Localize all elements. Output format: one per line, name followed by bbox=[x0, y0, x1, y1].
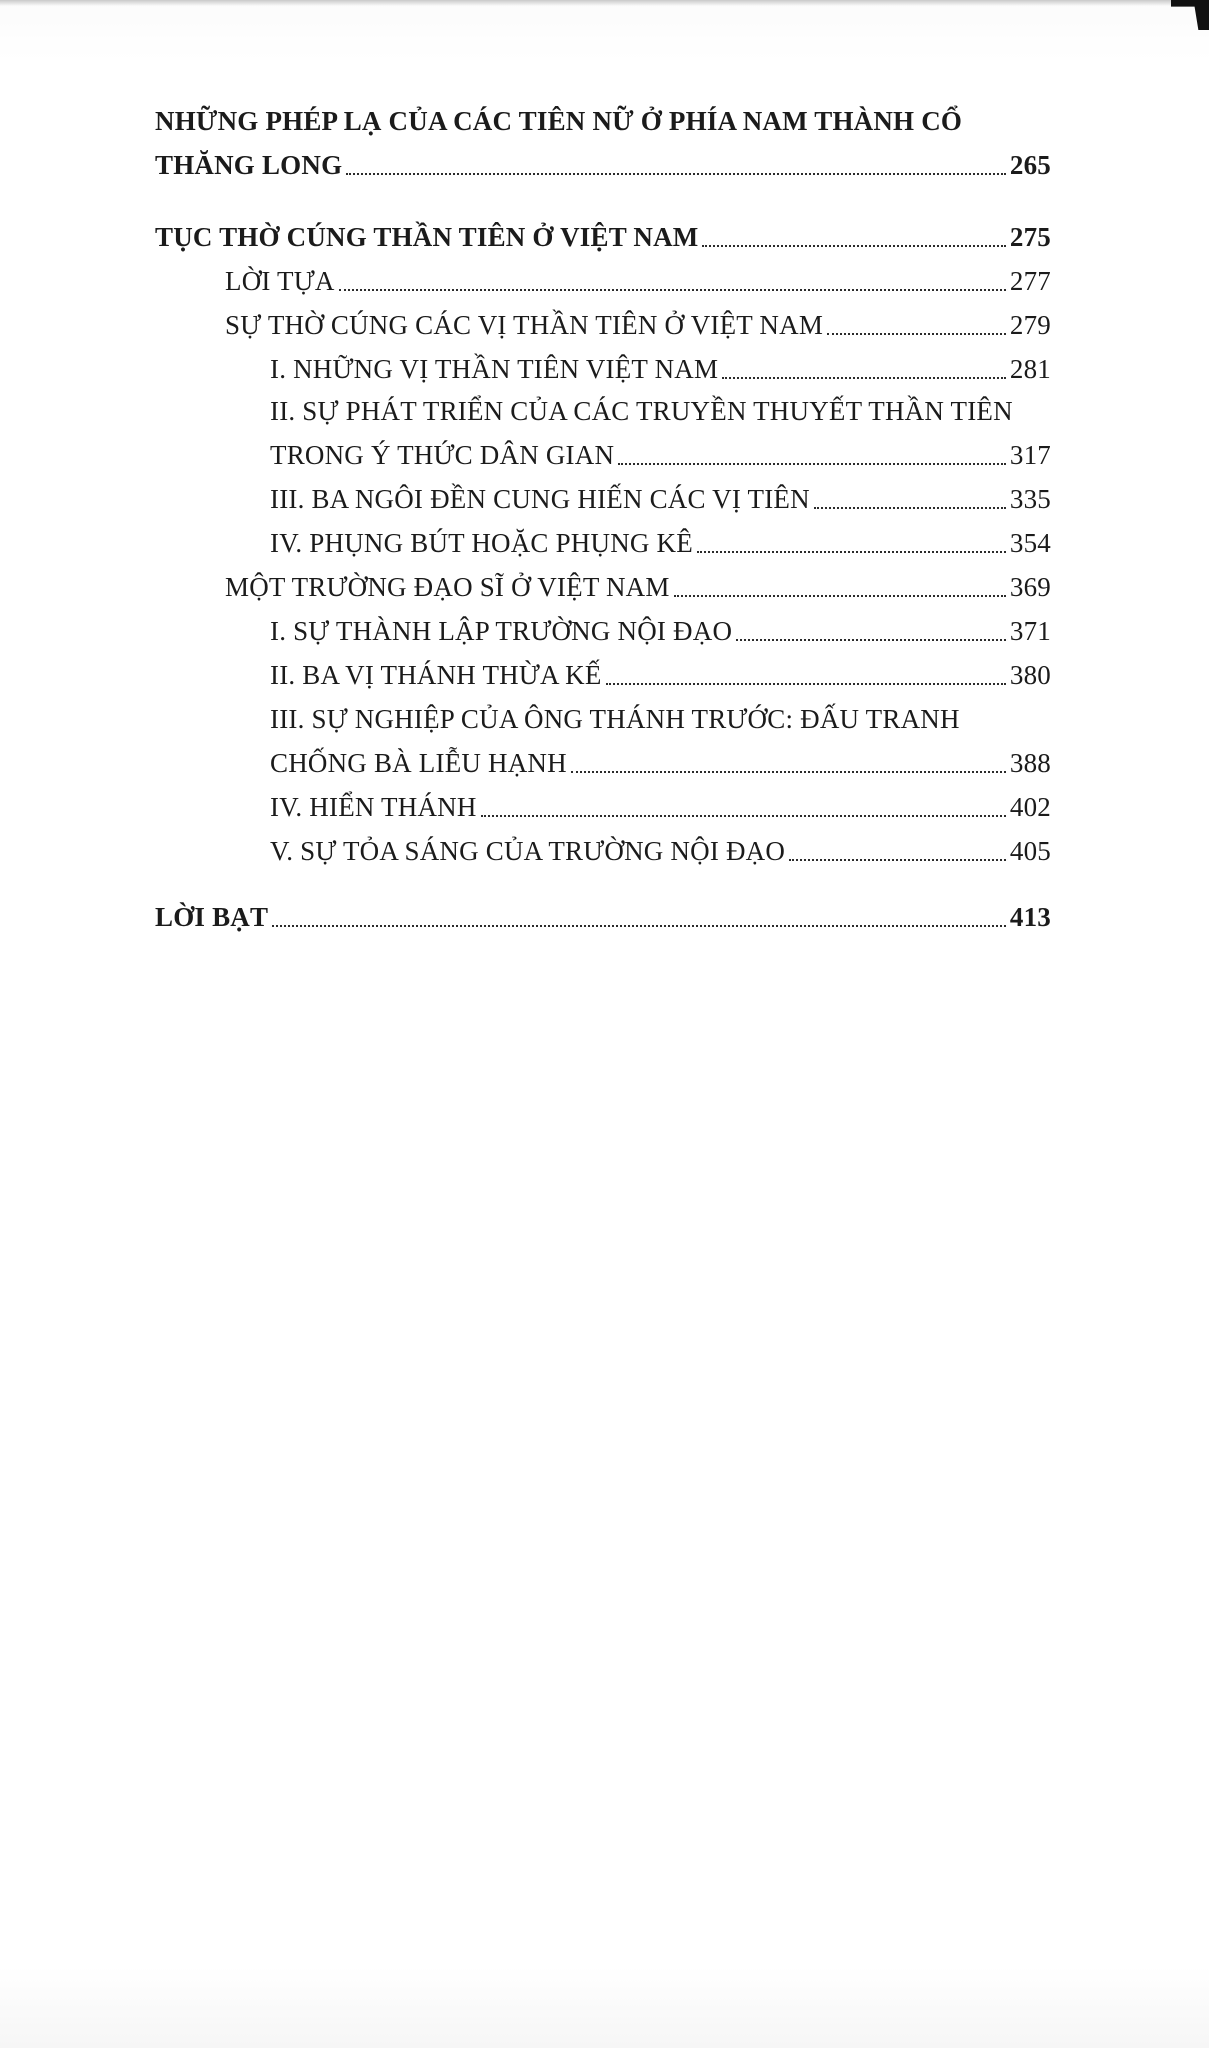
toc-entry-15 bbox=[270, 790, 1051, 824]
toc-entry-label: LỜI TỰA bbox=[225, 266, 335, 296]
toc-entry-12 bbox=[270, 658, 1051, 692]
toc-entry-label: SỰ THỜ CÚNG CÁC VỊ THẦN TIÊN Ở VIỆT NAM bbox=[225, 310, 824, 340]
toc-entry-label: II. SỰ PHÁT TRIỂN CỦA CÁC TRUYỀN THUYẾT THẦN TIÊN bbox=[270, 396, 1013, 426]
dot-leader bbox=[702, 245, 1005, 247]
toc-entry-4 bbox=[225, 308, 1051, 342]
toc-entry-label: IV. HIỂN THÁNH bbox=[270, 792, 477, 822]
toc-entry-0 bbox=[155, 104, 1055, 138]
toc-page-number: 371 bbox=[1009, 616, 1051, 646]
toc-page-number: 277 bbox=[1009, 266, 1051, 296]
toc-entry-2 bbox=[155, 220, 1051, 254]
toc-entry-label: MỘT TRƯỜNG ĐẠO SĨ Ở VIỆT NAM bbox=[225, 572, 670, 602]
toc-entry-10 bbox=[225, 570, 1051, 604]
toc-entry-8 bbox=[270, 482, 1051, 516]
toc-entry-14 bbox=[270, 746, 1051, 780]
toc-entry-label: II. BA VỊ THÁNH THỪA KẾ bbox=[270, 660, 602, 690]
dot-leader bbox=[606, 683, 1006, 685]
toc-entry-label: TỤC THỜ CÚNG THẦN TIÊN Ở VIỆT NAM bbox=[155, 222, 699, 252]
toc-entry-9 bbox=[270, 526, 1051, 560]
toc-entry-label: THĂNG LONG bbox=[155, 150, 343, 180]
toc-page-number: 402 bbox=[1009, 792, 1051, 822]
toc-entry-label: I. SỰ THÀNH LẬP TRƯỜNG NỘI ĐẠO bbox=[270, 616, 733, 646]
toc-entry-label: TRONG Ý THỨC DÂN GIAN bbox=[270, 440, 615, 470]
toc-page-number: 413 bbox=[1009, 902, 1051, 932]
toc-page-number: 380 bbox=[1009, 660, 1051, 690]
toc-page-number: 265 bbox=[1009, 150, 1051, 180]
toc-entry-1 bbox=[155, 148, 1051, 182]
toc-entry-label: V. SỰ TỎA SÁNG CỦA TRƯỜNG NỘI ĐẠO bbox=[270, 836, 786, 866]
dot-leader bbox=[481, 815, 1006, 817]
dot-leader bbox=[827, 333, 1006, 335]
toc-entry-label: IV. PHỤNG BÚT HOẶC PHỤNG KÊ bbox=[270, 528, 693, 558]
toc-entry-label: III. SỰ NGHIỆP CỦA ÔNG THÁNH TRƯỚC: ĐẤU TRANH bbox=[270, 704, 960, 734]
dot-leader bbox=[618, 463, 1006, 465]
toc-entry-label: LỜI BẠT bbox=[155, 902, 269, 932]
toc-entry-17 bbox=[155, 900, 1051, 934]
toc-entry-16 bbox=[270, 834, 1051, 868]
toc-page-number: 369 bbox=[1009, 572, 1051, 602]
toc-page-number: 281 bbox=[1009, 354, 1051, 384]
toc-page-number: 354 bbox=[1009, 528, 1051, 558]
dot-leader bbox=[814, 507, 1006, 509]
dot-leader bbox=[789, 859, 1006, 861]
toc-page-number: 275 bbox=[1009, 222, 1051, 252]
dot-leader bbox=[697, 551, 1006, 553]
toc-page-number: 317 bbox=[1009, 440, 1051, 470]
dot-leader bbox=[722, 377, 1006, 379]
dot-leader bbox=[339, 289, 1006, 291]
dot-leader bbox=[272, 925, 1006, 927]
dot-leader bbox=[346, 173, 1006, 175]
toc-entry-label: NHỮNG PHÉP LẠ CỦA CÁC TIÊN NỮ Ở PHÍA NAM THÀNH CỔ bbox=[155, 106, 963, 136]
toc-entry-13 bbox=[270, 702, 1051, 736]
toc-page-number: 388 bbox=[1009, 748, 1051, 778]
toc-page-number: 279 bbox=[1009, 310, 1051, 340]
toc-entry-label: III. BA NGÔI ĐỀN CUNG HIẾN CÁC VỊ TIÊN bbox=[270, 484, 810, 514]
toc-entry-label: CHỐNG BÀ LIỄU HẠNH bbox=[270, 748, 567, 778]
toc-entry-label: I. NHỮNG VỊ THẦN TIÊN VIỆT NAM bbox=[270, 354, 719, 384]
toc-entry-6 bbox=[270, 394, 1051, 428]
toc-entry-5 bbox=[270, 352, 1051, 386]
dot-leader bbox=[736, 639, 1006, 641]
dot-leader bbox=[571, 771, 1006, 773]
toc-page-number: 335 bbox=[1009, 484, 1051, 514]
toc-page-number: 405 bbox=[1009, 836, 1051, 866]
toc-entry-3 bbox=[225, 264, 1051, 298]
toc-entry-7 bbox=[270, 438, 1051, 472]
toc-entry-11 bbox=[270, 614, 1051, 648]
dot-leader bbox=[674, 595, 1006, 597]
